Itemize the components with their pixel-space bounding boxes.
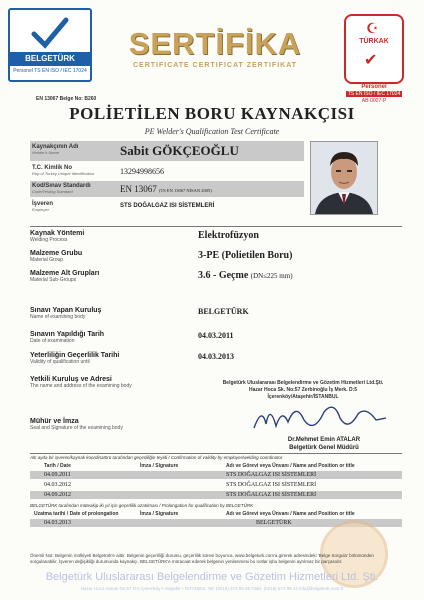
right-logo-line1: Personel [361,84,387,90]
signer-name: Dr.Mehmet Emin ATALAR [287,437,361,443]
row-company: BELGETÜRK [256,520,292,526]
info-label: İşveren [32,201,54,207]
info-label: Kod/Sınav Standardı [32,183,91,189]
info-row-employer [30,199,304,215]
table-row [30,491,402,499]
check-mark-icon: ✔ [364,50,378,69]
signer-block [244,436,404,452]
process-label-en: Welding Process [30,237,68,243]
document-subtitle: PE Welder's Qualification Test Certificate [144,127,280,136]
welding-process-value: Elektrofüzyon [198,230,259,241]
standard-code: EN 13067 [120,184,157,194]
address-line: İçerenköy/Ataşehir/İSTANBUL [267,394,339,400]
row-company: STS DOĞALGAZ ISI SİSTEMLERİ [226,472,317,478]
info-row-name [30,141,304,161]
info-label-en: Employer [32,207,49,212]
info-label-en: Welder's Name [32,150,60,155]
seal-label-en: Seal and Signature of the examining body [30,425,123,431]
col-signature: İmza / Signature [140,511,179,517]
belgeturk-logo [8,8,97,102]
col-signature: İmza / Signature [140,463,179,469]
exam-label: Yetkili Kuruluş ve Adresi [30,376,112,383]
left-logo-standard: EN 13067 Belge No: B260 [36,96,97,102]
info-label-en: Rep.of Turkey Unique Identification [32,171,95,176]
exam-date-value: 04.03.2011 [198,331,234,340]
info-row-id [30,163,304,179]
process-label: Malzeme Grubu [30,250,83,257]
table-row [30,471,402,479]
certificate-heading: SERTİFİKA [128,26,302,61]
right-logo-line2: TS EN ISO / IEC 17024 [347,91,401,97]
signer-role: Belgetürk Genel Müdürü [289,445,359,451]
material-subgroup-range: (DN≤225 mm) [250,272,293,280]
process-label: Malzeme Alt Grupları [30,270,100,277]
portrait-image [311,142,377,214]
col-date: Tarih / Date [44,463,71,469]
material-group-value: 3-PE (Polietilen Boru) [198,250,293,261]
right-logo-line3: AB-0007-P [361,98,387,104]
footer-address: Hazar Hoca Sokak No:57 D:5 İçerenköy • Ataşehir • İSTANBUL Tel: (0216) 574 95 95 Faks: (0216) 574 95 44 info@belgeturk.com.tr [80,586,344,591]
col-prolong-date: Uzatma tarihi / Date of prolongation [34,511,119,517]
welder-name: Sabit GÖKÇEOĞLU [120,143,239,158]
info-label: Kaynakçının Adı [32,144,79,150]
exam-label-en: Date of examination [30,338,75,344]
row-date: 04.09.2011 [44,472,71,478]
info-row-standard [30,181,304,197]
welder-id: 13294998656 [120,167,164,176]
welder-photo [310,141,378,215]
info-label: T.C. Kimlik No [32,165,73,171]
welder-info [30,141,304,225]
col-position: Adı ve Görevi veya Ünvanı / Name and Position or title [226,463,355,469]
certificate-heading-sub: CERTIFICATE CERTIFICAT ZERTIFIKAT [132,62,298,69]
row-date: 04.03.2013 [44,520,71,526]
process-label-en: Material Sub-Groups [30,277,77,283]
left-logo-sub: Personel TS EN ISO / IEC 17024 [13,68,87,74]
material-subgroup-value: 3.6 - Geçme [198,270,249,281]
divider [30,453,402,454]
left-logo-name: BELGETÜRK [10,52,90,66]
exam-label: Yeterliliğin Geçerlilik Tarihi [30,352,120,359]
prolongation-header-row [30,510,402,518]
address-line: Hazar Hoca Sk. No:57 Zerbinoğlu İş Merk. D:5 [248,387,358,393]
address-line: Belgetürk Uluslararası Belgelendirme ve Gözetim Hizmetleri Ltd.Şti. [222,380,384,386]
exam-label-en: Name of examining body [30,314,86,320]
turkak-logo [344,14,404,104]
crescent-star-icon: ☪ [366,21,379,37]
confirmation-header-row [30,462,402,470]
prolongation-heading: BELGETÜRK tarafından müteakip iki yıl için geçerlilik uzatılması / Prolongation for qualification by BELGETÜRK [30,503,254,508]
process-label: Kaynak Yöntemi [30,230,85,237]
footer-note: Önemli Not: Belgenin mülkiyeti Belgetürk'e aittir. Belgenin geçerliliği durumu, geçerlilik süresi boyunca, www.belgeturk.com'a girerek adresindeki 'Belge Sorgula' bölümünden sorgulanabilir. İşveren değişikliği durumunda kaynakçı, BELGETÜRK'e müracaat ederek belgenin yenilenmesi bu notlar işbu belgenin ayrılmaz bir parçasıdır. [30,553,374,564]
standard-note: (TS EN 13067 NİSAN 2005) [159,188,212,193]
exam-label-en: The name and address of the examining body [30,383,132,389]
footer-company: Belgetürk Uluslararası Belgelendirme ve Gözetim Hizmetleri Ltd. Şti. [45,571,379,583]
document-title: POLİETİLEN BORU KAYNAKÇISI [69,104,355,123]
exam-label: Sınavın Yapıldığı Tarih [30,331,105,338]
signature-image [244,398,394,438]
exam-label: Sınavı Yapan Kuruluş [30,307,102,314]
row-company: STS DOĞALGAZ ISI SİSTEMLERİ [226,492,317,498]
seal-label: Mühür ve İmza [30,418,79,425]
divider [30,226,402,227]
right-logo-name: TÜRKAK [359,38,389,45]
employer-name: STS DOĞALGAZ ISI SİSTEMLERİ [120,203,215,209]
info-label-en: Code/Testing Standard [32,189,73,194]
table-row [30,481,402,489]
validity-value: 04.03.2013 [198,352,234,361]
exam-body-value: BELGETÜRK [198,307,249,316]
confirmation-heading: Altı ayda bir işveren/kaynak koordinatörü tarafından geçerliliğin teyidi / Confirmation of validity by employer/welding coordinator [30,455,283,460]
check-mark-icon [30,16,70,50]
row-company: STS DOĞALGAZ ISI SİSTEMLERİ [226,482,317,488]
process-label-en: Material Group [30,257,64,263]
row-date: 04.03.2012 [44,482,71,488]
col-position: Adı ve Görevi veya Ünvanı / Name and Position or title [226,511,355,517]
exam-label-en: Validity of qualification until [30,359,90,365]
row-date: 04.09.2012 [44,492,71,498]
